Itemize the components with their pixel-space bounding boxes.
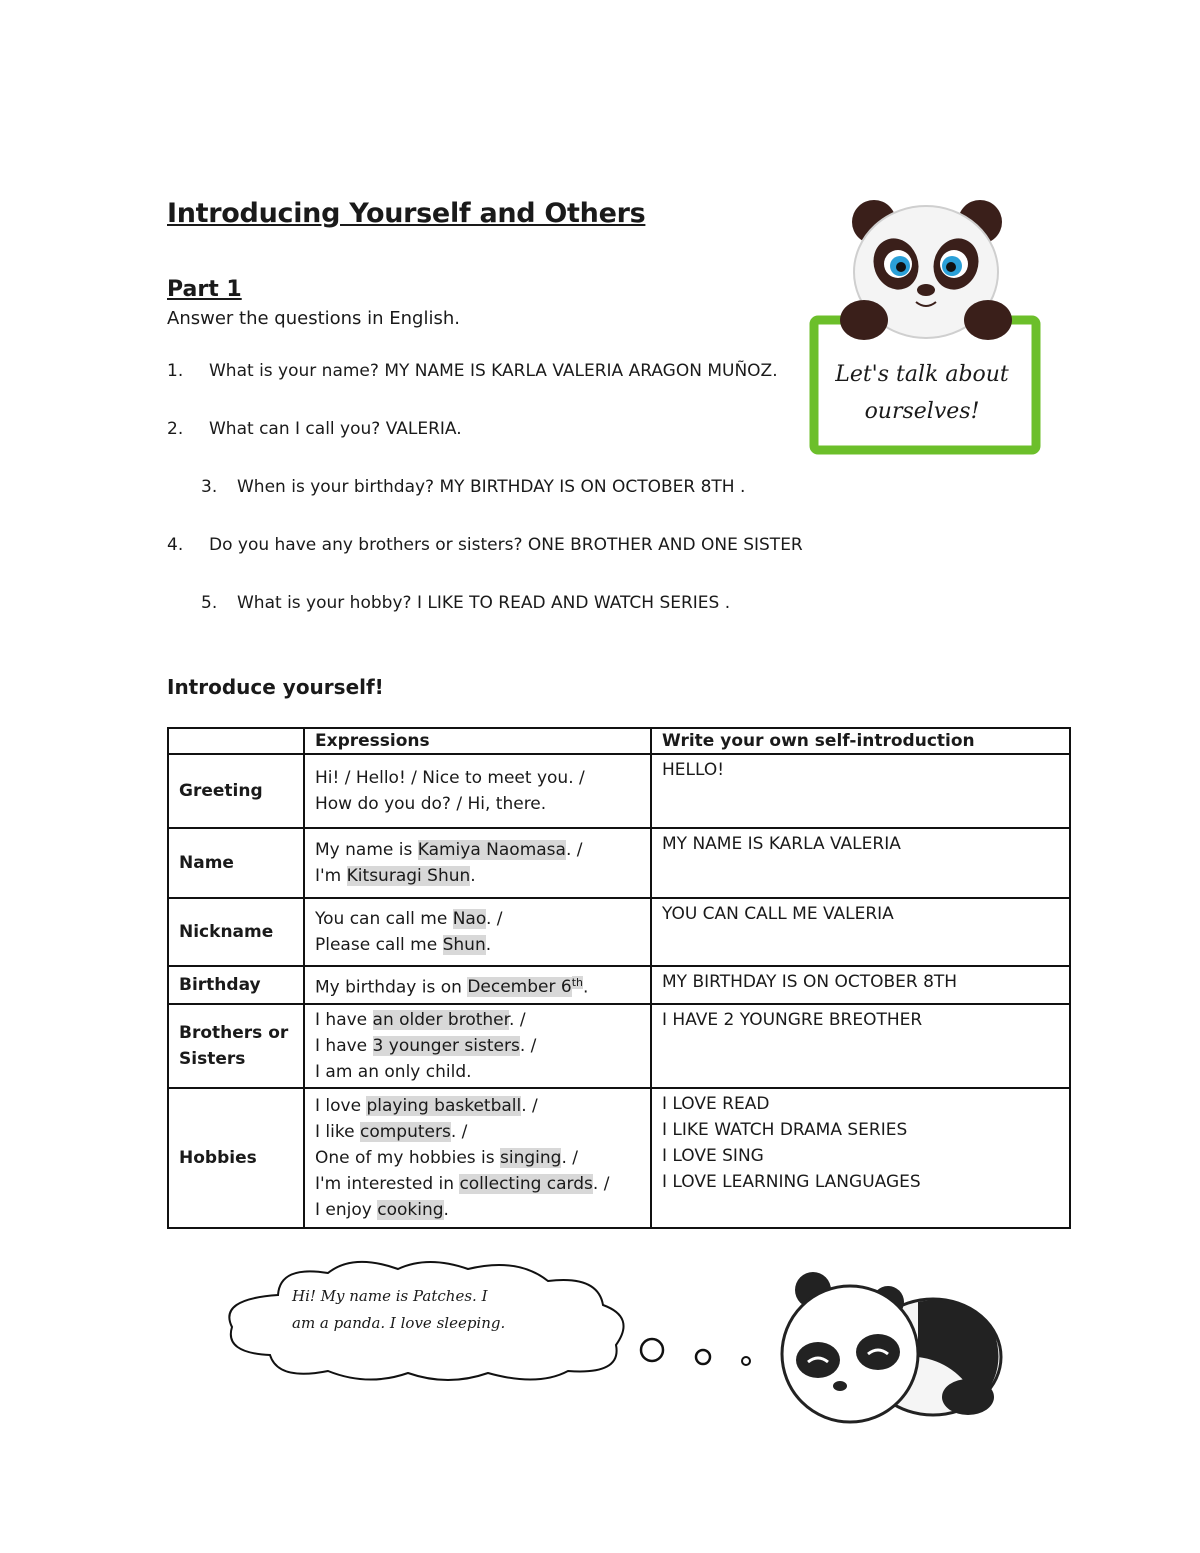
expression-text: . / <box>450 1122 468 1142</box>
self-introduction-text: I LOVE SING <box>662 1146 764 1166</box>
self-introduction-text: I LOVE READ <box>662 1094 770 1114</box>
self-introduction-cell[interactable] <box>651 754 1070 828</box>
question-3: 3. When is your birthday? MY BIRTHDAY IS ON OCTOBER 8TH . <box>201 477 746 497</box>
expression-line <box>315 1093 640 1119</box>
example-highlight: playing basketball <box>366 1096 522 1116</box>
expression-line <box>315 906 640 932</box>
expression-line <box>315 1171 640 1197</box>
example-highlight: computers <box>359 1122 451 1142</box>
table-row <box>168 1004 1070 1088</box>
expressions-cell <box>304 828 651 898</box>
expression-text: My name is <box>315 840 418 860</box>
expression-line <box>315 1145 640 1171</box>
expression-text: . / <box>592 1174 610 1194</box>
self-introduction-cell[interactable] <box>651 898 1070 966</box>
expression-text: I have <box>315 1036 373 1056</box>
expression-line <box>315 1197 640 1223</box>
self-introduction-text: I LIKE WATCH DRAMA SERIES <box>662 1120 908 1140</box>
table-header-row <box>168 728 1070 754</box>
expression-line <box>315 837 640 863</box>
example-highlight: singing <box>500 1148 562 1168</box>
self-introduction-cell[interactable] <box>651 1088 1070 1228</box>
example-highlight: Kamiya Naomasa <box>417 840 566 860</box>
example-highlight: Kitsuragi Shun <box>346 866 471 886</box>
expression-text: . <box>582 977 589 998</box>
expressions-cell <box>304 966 651 1004</box>
expression-line <box>315 1119 640 1145</box>
question-text: Do you have any brothers or sisters? <box>209 535 523 555</box>
question-text: What can I call you? <box>209 419 381 439</box>
table-row <box>168 828 1070 898</box>
row-label: Birthday <box>168 966 304 1004</box>
expressions-cell <box>304 754 651 828</box>
expression-line: I am an only child. <box>315 1062 472 1082</box>
table-row <box>168 966 1070 1004</box>
sleeping-panda-icon <box>768 1262 1008 1432</box>
self-introduction-text: HELLO! <box>662 760 725 780</box>
table-row <box>168 1088 1070 1228</box>
self-introduction-text: MY BIRTHDAY IS ON OCTOBER 8TH <box>662 972 958 992</box>
table-header-cell: Write your own self-introduction <box>651 728 1070 754</box>
question-1: 1. What is your name? MY NAME IS KARLA VALERIA ARAGON MUÑOZ. <box>167 361 778 381</box>
section-title: Introduce yourself! <box>167 675 384 699</box>
page-title: Introducing Yourself and Others <box>167 198 646 229</box>
expression-text: I like <box>315 1122 360 1142</box>
self-introduction-cell[interactable] <box>651 966 1070 1004</box>
expression-text: I love <box>315 1096 367 1116</box>
answer-text: MY NAME IS KARLA VALERIA ARAGON MUÑOZ. <box>384 361 778 381</box>
cloud-text: Hi! My name is Patches. I am a panda. I love sleeping. <box>292 1287 506 1332</box>
expression-line <box>315 970 640 1001</box>
expressions-cell <box>304 1088 651 1228</box>
expressions-cell <box>304 1004 651 1088</box>
expression-text: Please call me <box>315 935 443 955</box>
expression-text: You can call me <box>315 909 453 929</box>
question-text: What is your name? <box>209 361 379 381</box>
expression-text: One of my hobbies is <box>315 1148 501 1168</box>
self-introduction-cell[interactable] <box>651 1004 1070 1088</box>
answer-text: I LIKE TO READ AND WATCH SERIES . <box>416 593 731 613</box>
table-row <box>168 898 1070 966</box>
answer-text: MY BIRTHDAY IS ON OCTOBER 8TH . <box>439 477 746 497</box>
expression-text: . / <box>509 1010 526 1030</box>
question-5: 5. What is your hobby? I LIKE TO READ AND WATCH SERIES . <box>201 593 731 613</box>
self-introduction-cell[interactable] <box>651 828 1070 898</box>
example-highlight: Nao <box>452 909 486 929</box>
row-label: Greeting <box>168 754 304 828</box>
row-label: Hobbies <box>168 1088 304 1228</box>
expression-line <box>315 932 640 958</box>
example-highlight: 3 younger sisters <box>372 1036 520 1056</box>
expression-text: . <box>443 1200 449 1220</box>
expression-text: I enjoy <box>315 1200 378 1220</box>
expression-text: I have <box>315 1010 373 1030</box>
expression-line: Hi! / Hello! / Nice to meet you. / <box>315 768 585 788</box>
expression-text: . <box>485 935 492 955</box>
part-heading: Part 1 <box>167 277 242 302</box>
row-label: Brothers or Sisters <box>168 1004 304 1088</box>
thought-bubbles-icon <box>630 1330 770 1380</box>
expression-line <box>315 1033 640 1059</box>
self-introduction-table <box>167 727 1071 1229</box>
instruction: Answer the questions in English. <box>167 308 460 329</box>
expression-text: . <box>470 866 476 886</box>
answer-text: VALERIA. <box>385 419 462 439</box>
row-label: Name <box>168 828 304 898</box>
question-text: When is your birthday? <box>237 477 435 497</box>
self-introduction-text: I LOVE LEARNING LANGUAGES <box>662 1172 921 1192</box>
example-highlight: an older brother <box>372 1010 510 1030</box>
expression-text: . / <box>485 909 503 929</box>
self-introduction-text: YOU CAN CALL ME VALERIA <box>662 904 894 924</box>
self-introduction-text: I HAVE 2 YOUNGRE BREOTHER <box>662 1010 923 1030</box>
expressions-cell <box>304 898 651 966</box>
expression-text: My birthday is on <box>315 977 468 998</box>
expression-text: . / <box>519 1036 537 1056</box>
expression-text: I'm interested in <box>315 1174 460 1194</box>
row-label: Nickname <box>168 898 304 966</box>
question-2: 2. What can I call you? VALERIA. <box>167 419 462 439</box>
expression-text: . / <box>521 1096 538 1116</box>
expression-text: I'm <box>315 866 347 886</box>
self-introduction-text: MY NAME IS KARLA VALERIA <box>662 834 901 854</box>
expression-line: How do you do? / Hi, there. <box>315 794 547 814</box>
table-row <box>168 754 1070 828</box>
sign-text: Let's talk about ourselves! <box>835 362 1009 424</box>
example-highlight: collecting cards <box>459 1174 593 1194</box>
table-header-cell: Expressions <box>304 728 651 754</box>
expression-text: . / <box>561 1148 579 1168</box>
example-highlight: December 6 <box>467 977 572 998</box>
question-4: 4. Do you have any brothers or sisters? ONE BROTHER AND ONE SISTER <box>167 535 803 555</box>
answer-text: ONE BROTHER AND ONE SISTER <box>527 535 803 555</box>
example-highlight: Shun <box>442 935 486 955</box>
expression-text: . / <box>565 840 583 860</box>
expression-line <box>315 863 640 889</box>
table-header-cell <box>168 728 304 754</box>
example-highlight: cooking <box>377 1200 444 1220</box>
question-text: What is your hobby? <box>237 593 412 613</box>
expression-line <box>315 1007 640 1033</box>
ordinal-suffix: th <box>571 975 583 989</box>
